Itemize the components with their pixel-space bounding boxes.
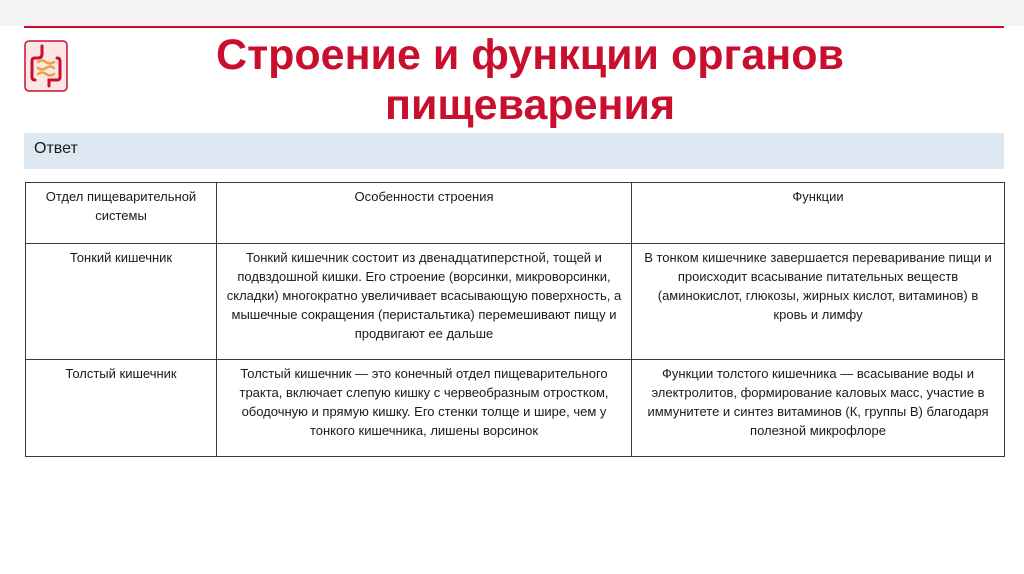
functions-cell: В тонком кишечнике завершается переваривание пищи и происходит всасывание питательных веществ (аминокислот, глюкозы, жирных кислот, витаминов) в кровь и лимфу	[632, 244, 1005, 360]
answer-label: Ответ	[34, 140, 78, 157]
table-row	[26, 244, 1005, 360]
header-structure: Особенности строения	[217, 183, 632, 244]
page-title	[80, 30, 980, 130]
top-band	[0, 0, 1024, 26]
structure-cell: Толстый кишечник — это конечный отдел пищеварительного тракта, включает слепую кишку с червеобразным отростком, ободочную и прямую кишку. Его стенки толще и шире, чем у тонкого кишечника, лишены ворсинок	[217, 360, 632, 457]
header-functions: Функции	[632, 183, 1005, 244]
section-cell: Тонкий кишечник	[26, 244, 217, 360]
table-row	[26, 360, 1005, 457]
digestion-table	[25, 182, 1005, 457]
title-line-2: пищеварения	[384, 81, 676, 129]
functions-cell: Функции толстого кишечника — всасывание воды и электролитов, формирование каловых масс, участие в иммунитете и синтез витаминов (К, группы В) благодаря полезной микрофлоре	[632, 360, 1005, 457]
table-header-row	[26, 183, 1005, 244]
header-section: Отдел пищеварительной системы	[26, 183, 217, 244]
accent-line	[24, 26, 1004, 28]
answer-bar	[24, 133, 1004, 169]
section-cell: Толстый кишечник	[26, 360, 217, 457]
structure-cell: Тонкий кишечник состоит из двенадцатиперстной, тощей и подвздошной кишки. Его строение (ворсинки, микроворсинки, складки) многократно увеличивает всасывающую поверхность, а мышечные сокращения (перистальтика) перемешивают пищу и продвигают ее дальше	[217, 244, 632, 360]
title-line-1: Строение и функции органов	[216, 31, 844, 79]
intestine-icon	[24, 40, 68, 92]
